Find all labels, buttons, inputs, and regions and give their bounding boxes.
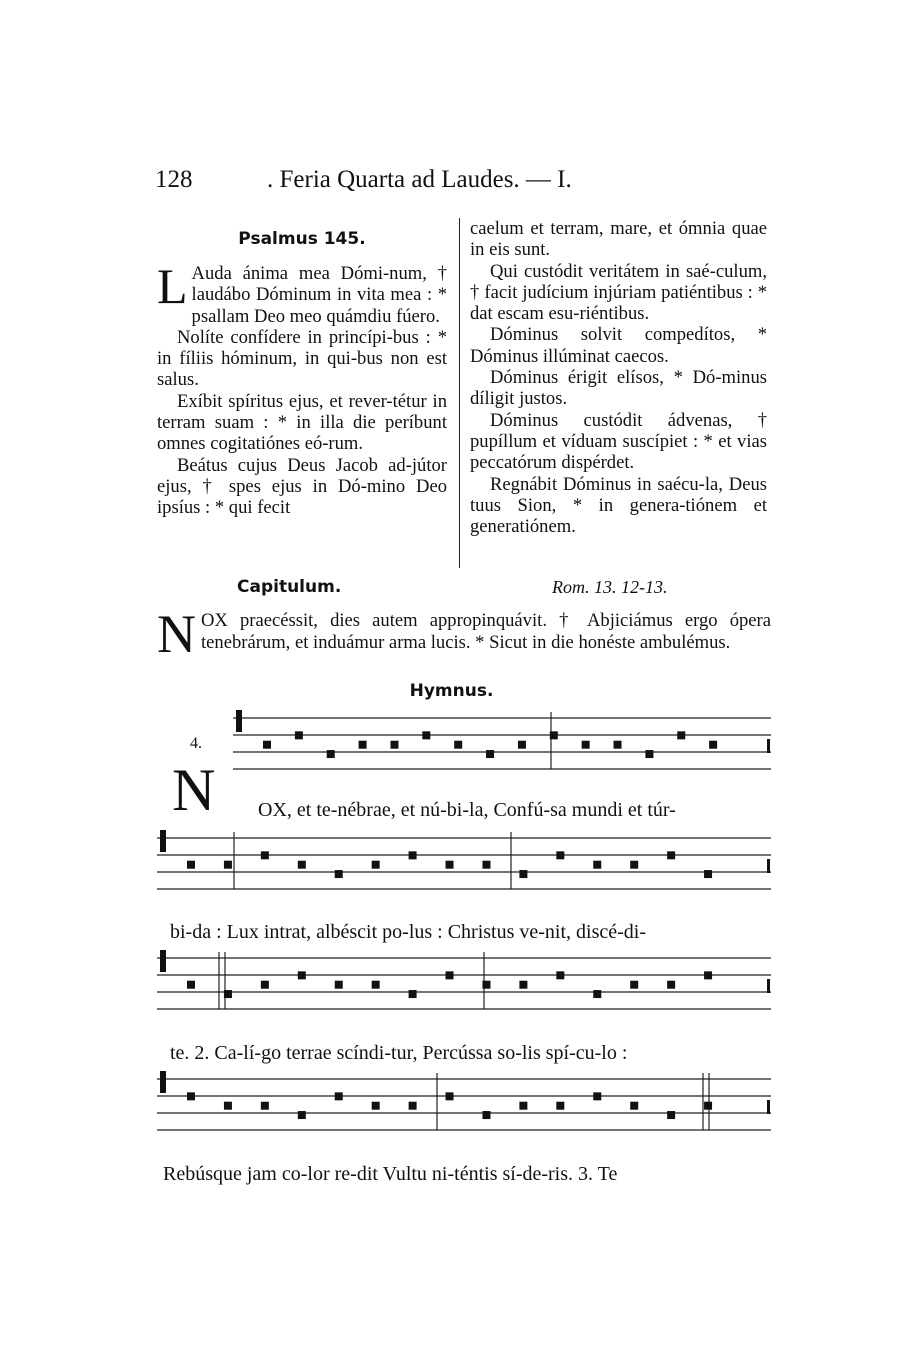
psalm-verse: Dóminus solvit compedítos, * Dóminus illúminat caecos. [470, 324, 767, 367]
neume [261, 851, 269, 859]
do-clef [160, 950, 166, 972]
neume [667, 851, 675, 859]
capitulum-text: NOX praecéssit, dies autem appropinquávit. † Abjiciámus ergo ópera tenebrárum, et induámur arma lucis. * Sicut in die honéste ambulémus. [157, 604, 771, 664]
neume [556, 971, 564, 979]
neume [550, 731, 558, 739]
psalm-verse: Dóminus custódit ádvenas, † pupíllum et víduam suscípiet : * et vias peccatórum dispérdet. [470, 409, 767, 474]
psalm-verse: Beátus cujus Deus Jacob ad-jútor ejus, † spes ejus in Dó-mino Deo ipsíus : * qui fecit [157, 454, 447, 519]
neume [667, 981, 675, 989]
neume [298, 861, 306, 869]
hymn-lyrics-line: OX, et te-nébrae, et nú-bi-la, Confú-sa mundi et túr- [258, 799, 676, 821]
capitulum-heading: Capitulum. [237, 577, 342, 597]
custos [767, 979, 770, 993]
do-clef [236, 710, 242, 732]
capitulum-initial: N [157, 604, 196, 664]
neume [556, 1102, 564, 1110]
neume [446, 1092, 454, 1100]
hymn-lyrics-line: bi-da : Lux intrat, albéscit po-lus : Christus ve-nit, discé-di- [170, 921, 647, 943]
neume [261, 1102, 269, 1110]
neume [372, 1102, 380, 1110]
neume [614, 741, 622, 749]
neume [630, 1102, 638, 1110]
neume [667, 1111, 675, 1119]
neume [556, 851, 564, 859]
neume [359, 741, 367, 749]
neume [709, 741, 717, 749]
hymn-initial: N [172, 757, 216, 823]
neume [224, 1102, 232, 1110]
neume [482, 1111, 490, 1119]
neume [409, 1102, 417, 1110]
neume [446, 971, 454, 979]
psalm-verse: Exíbit spíritus ejus, et rever-tétur in terram suam : * in illa die períbunt omnes cogitatiónes eó-rum. [157, 390, 447, 455]
neume [446, 861, 454, 869]
neume [519, 1102, 527, 1110]
neume [482, 861, 490, 869]
page-number: 128 [155, 166, 193, 193]
neume [677, 731, 685, 739]
neume [519, 870, 527, 878]
hymnus-heading: Hymnus. [409, 681, 494, 701]
neume [409, 851, 417, 859]
psalm-initial: L [157, 258, 188, 314]
neume [422, 731, 430, 739]
neume [704, 870, 712, 878]
neume [645, 750, 653, 758]
neume [593, 1092, 601, 1100]
page-title: . Feria Quarta ad Laudes. — I. [267, 166, 572, 193]
neume [335, 981, 343, 989]
neume [593, 990, 601, 998]
neume [704, 1102, 712, 1110]
neume [187, 861, 195, 869]
hymn-lyrics-line: Rebúsque jam co-lor re-dit Vultu ni-téntis sí-de-ris. 3. Te [163, 1163, 618, 1185]
neume [187, 1092, 195, 1100]
do-clef [160, 830, 166, 852]
neume [298, 1111, 306, 1119]
neume [630, 981, 638, 989]
neume [454, 741, 462, 749]
neume [390, 741, 398, 749]
neume [327, 750, 335, 758]
psalm-verse: Nolíte confídere in princípi-bus : * in fíliis hóminum, in qui-bus non est salus. [157, 326, 447, 391]
hymn-mode-number: 4. [190, 735, 202, 752]
neume [224, 861, 232, 869]
do-clef [160, 1071, 166, 1093]
neume [261, 981, 269, 989]
custos [767, 739, 770, 753]
neume [486, 750, 494, 758]
neume [224, 990, 232, 998]
neume [593, 861, 601, 869]
neume [519, 981, 527, 989]
custos [767, 859, 770, 873]
psalm-verse: Dóminus érigit elísos, * Dó-minus díligit justos. [470, 367, 767, 410]
neume [263, 741, 271, 749]
neume [298, 971, 306, 979]
psalm-verse: Regnábit Dóminus in saécu-la, Deus tuus Sion, * in genera-tiónem et generatiónem. [470, 473, 767, 538]
neume [372, 981, 380, 989]
psalm-heading: Psalmus 145. [238, 229, 366, 249]
neume [409, 990, 417, 998]
neume [295, 731, 303, 739]
neume [630, 861, 638, 869]
psalm-verse: caelum et terram, mare, et ómnia quae in eis sunt. [470, 218, 767, 261]
capitulum-reference: Rom. 13. 12-13. [552, 577, 668, 597]
neume [482, 981, 490, 989]
neume [372, 861, 380, 869]
neume [518, 741, 526, 749]
hymn-lyrics-line: te. 2. Ca-lí-go terrae scíndi-tur, Percússa so-lis spí-cu-lo : [170, 1042, 628, 1064]
custos [767, 1100, 770, 1114]
neume [704, 971, 712, 979]
neume [335, 1092, 343, 1100]
psalm-verse: L Auda ánima mea Dómi-num, † laudábo Dóminum in vita mea : * psallam Deo meo quámdiu fúero. [157, 258, 447, 327]
neume [335, 870, 343, 878]
neume [582, 741, 590, 749]
neume [187, 981, 195, 989]
psalm-verse: Qui custódit veritátem in saé-culum, † facit judícium injúriam patiéntibus : * dat escam esu-riéntibus. [470, 260, 767, 325]
